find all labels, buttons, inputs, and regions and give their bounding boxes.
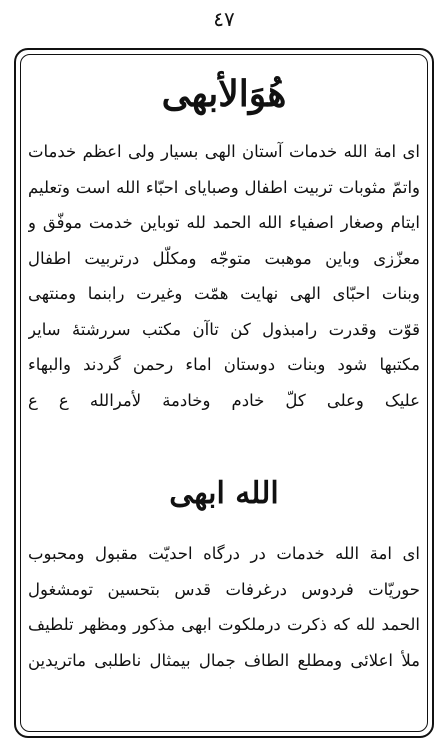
text-line: واتمّ مثوبات تربیت اطفال وصبایای احبّاء الله است وتعلیم <box>28 177 420 197</box>
page-number: ٤٧ <box>213 7 235 31</box>
tablet-heading-1: هُوَالأبهی <box>161 73 287 115</box>
text-line: مکتبها شود وبنات دوستان اماء رحمن گردند والبهاء <box>28 355 420 374</box>
text-line: ای امة الله خدمات آستان الهی بسیار ولی اعظم خدمات <box>28 142 420 161</box>
tablet-heading-2: الله ابهی <box>169 476 279 511</box>
text-line: معزّزی وباین موهبت متوجّه ومکلّل درتربیت اطفال <box>28 248 420 268</box>
tablet-text-1 <box>28 134 420 418</box>
text-line: ملأ اعلائی ومطلع الطاف جمال بیمثال ناطلبی ماتریدین <box>28 650 420 670</box>
text-line: ای امة الله خدمات در درگاه احدیّت مقبول ومحبوب <box>28 544 420 563</box>
text-line: قوّت وقدرت رامبذول کن تاآن مکتب سررشتۀ سایر <box>28 319 420 339</box>
tablet-text-2 <box>28 536 420 678</box>
text-line: ایتام وصغار اصفیاء الله الحمد لله توباین خدمت موفّق و <box>28 213 420 232</box>
text-line: حوریّات فردوس درغرفات قدس بتحسین تومشغول <box>28 579 420 599</box>
text-line: وبنات احبّای الهی نهایت همّت وغیرت رابنما ومنتهی <box>28 284 420 303</box>
text-line: علیک وعلی کلّ خادم وخادمة لأمرالله ع ع <box>28 390 420 410</box>
text-line: الحمد لله که ذکرت درملکوت ابهی مذکور ومظهر تلطیف <box>28 615 420 634</box>
